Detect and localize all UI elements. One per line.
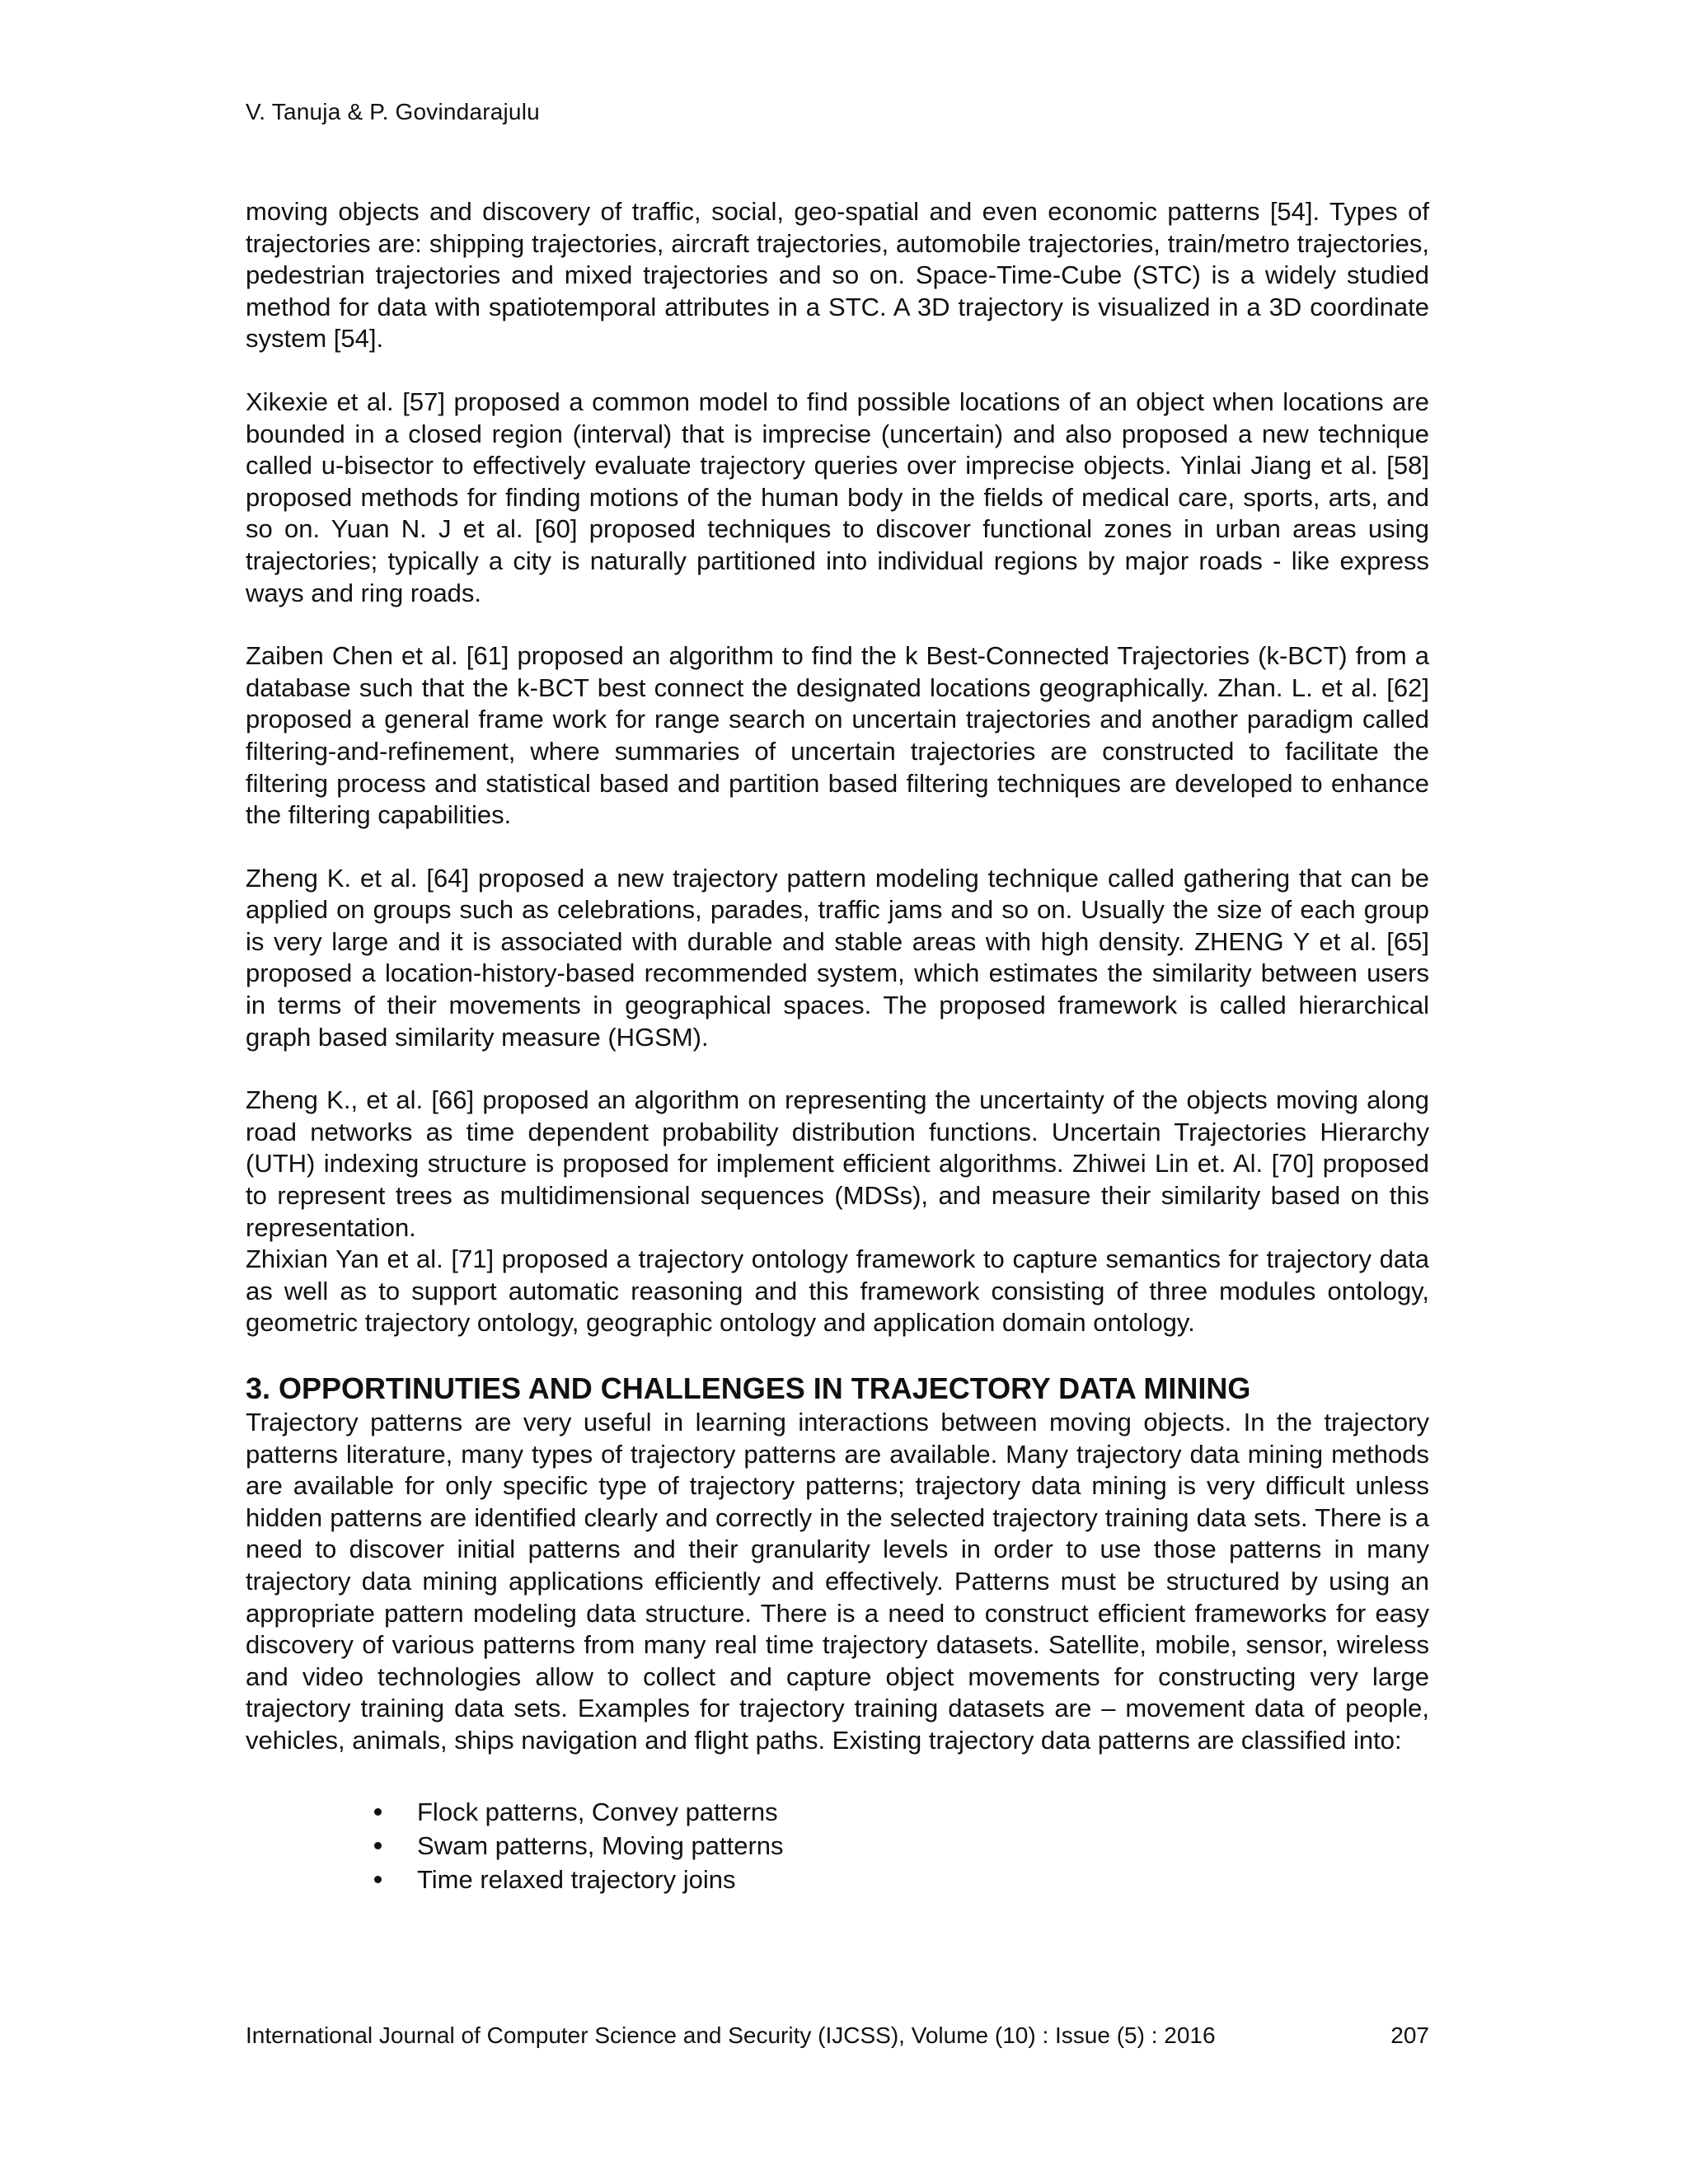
paragraph-zhixian-yan: Zhixian Yan et al. [71] proposed a trajectory ontology framework to capture semantics for trajectory data as well as to support automatic reasoning and this framework consisting of three modules ontology, geometric trajectory ontology, geographic ontology and application domain ontology.	[246, 1244, 1429, 1338]
body-text	[246, 196, 1429, 1896]
list-item	[368, 1795, 1429, 1829]
bullet-icon	[374, 1842, 382, 1849]
paragraph-zheng-uncertainty: Zheng K., et al. [66] proposed an algorithm on representing the uncertainty of the objects moving along road networks as time dependent probability distribution functions. Uncertain Trajectories Hierarchy (UTH) indexing structure is proposed for implement efficient algorithms. Zhiwei Lin et. Al. [70] proposed to represent trees as multidimensional sequences (MDSs), and measure their similarity based on this representation.	[246, 1085, 1429, 1242]
paragraph-trajectory-types: moving objects and discovery of traffic, social, geo-spatial and even economic patterns [54]. Types of trajectories are: shipping trajectories, aircraft trajectories, automobile trajectories, train/metro trajectories, pedestrian trajectories and mixed trajectories and so on. Space-Time-Cube (STC) is a widely studied method for data with spatiotemporal attributes in a STC. A 3D trajectory is visualized in a 3D coordinate system [54].	[246, 197, 1429, 354]
section-paragraph: Trajectory patterns are very useful in learning interactions between moving objects. In the trajectory patterns literature, many types of trajectory patterns are available. Many trajectory data mining methods are available for only specific type of trajectory patterns; trajectory data mining is very difficult unless hidden patterns are identified clearly and correctly in the selected trajectory training data sets. There is a need to discover initial patterns and their granularity levels in order to use those patterns in many trajectory data mining applications efficiently and effectively. Patterns must be structured by using an appropriate pattern modeling data structure. There is a need to construct efficient frameworks for easy discovery of various patterns from many real time trajectory datasets. Satellite, mobile, sensor, wireless and video technologies allow to collect and capture object movements for constructing very large trajectory training data sets. Examples for trajectory training datasets are – movement data of people, vehicles, animals, ships navigation and flight paths. Existing trajectory data patterns are classified into:	[246, 1408, 1429, 1755]
list-item	[368, 1863, 1429, 1896]
list-item	[368, 1829, 1429, 1863]
list-item-text: Swam patterns, Moving patterns	[417, 1830, 784, 1860]
paragraph-zheng-gathering: Zheng K. et al. [64] proposed a new trajectory pattern modeling technique called gathering that can be applied on groups such as celebrations, parades, traffic jams and so on. Usually the size of each group is very large and it is associated with durable and stable areas with high density. ZHENG Y et al. [65] proposed a location-history-based recommended system, which estimates the similarity between users in terms of their movements in geographical spaces. The proposed framework is called hierarchical graph based similarity measure (HGSM).	[246, 863, 1429, 1052]
footer-journal: International Journal of Computer Science and Security (IJCSS), Volume (10) : Issue (5) : 2016	[246, 2022, 1216, 2048]
list-item-text: Flock patterns, Convey patterns	[417, 1797, 778, 1826]
bullet-icon	[374, 1876, 382, 1883]
section-heading: 3. OPPORTINUTIES AND CHALLENGES IN TRAJECTORY DATA MINING	[246, 1371, 1251, 1405]
running-head-authors: V. Tanuja & P. Govindarajulu	[246, 99, 540, 124]
pattern-list	[246, 1795, 1429, 1896]
page-number: 207	[1390, 2022, 1429, 2048]
paragraph-zaiben-chen: Zaiben Chen et al. [61] proposed an algorithm to find the k Best-Connected Trajectories (k-BCT) from a database such that the k-BCT best connect the designated locations geographically. Zhan. L. et al. [62] proposed a general frame work for range search on uncertain trajectories and another paradigm called filtering-and-refinement, where summaries of uncertain trajectories are constructed to facilitate the filtering process and statistical based and partition based filtering techniques are developed to enhance the filtering capabilities.	[246, 641, 1429, 830]
bullet-icon	[374, 1808, 382, 1816]
list-item-text: Time relaxed trajectory joins	[417, 1864, 736, 1894]
page-footer	[246, 2021, 1429, 2050]
paragraph-xikexie: Xikexie et al. [57] proposed a common model to find possible locations of an object when locations are bounded in a closed region (interval) that is imprecise (uncertain) and also proposed a new technique called u-bisector to effectively evaluate trajectory queries over imprecise objects. Yinlai Jiang et al. [58] proposed methods for finding motions of the human body in the fields of medical care, sports, arts, and so on. Yuan N. J et al. [60] proposed techniques to discover functional zones in urban areas using trajectories; typically a city is naturally partitioned into individual regions by major roads - like express ways and ring roads.	[246, 387, 1429, 607]
